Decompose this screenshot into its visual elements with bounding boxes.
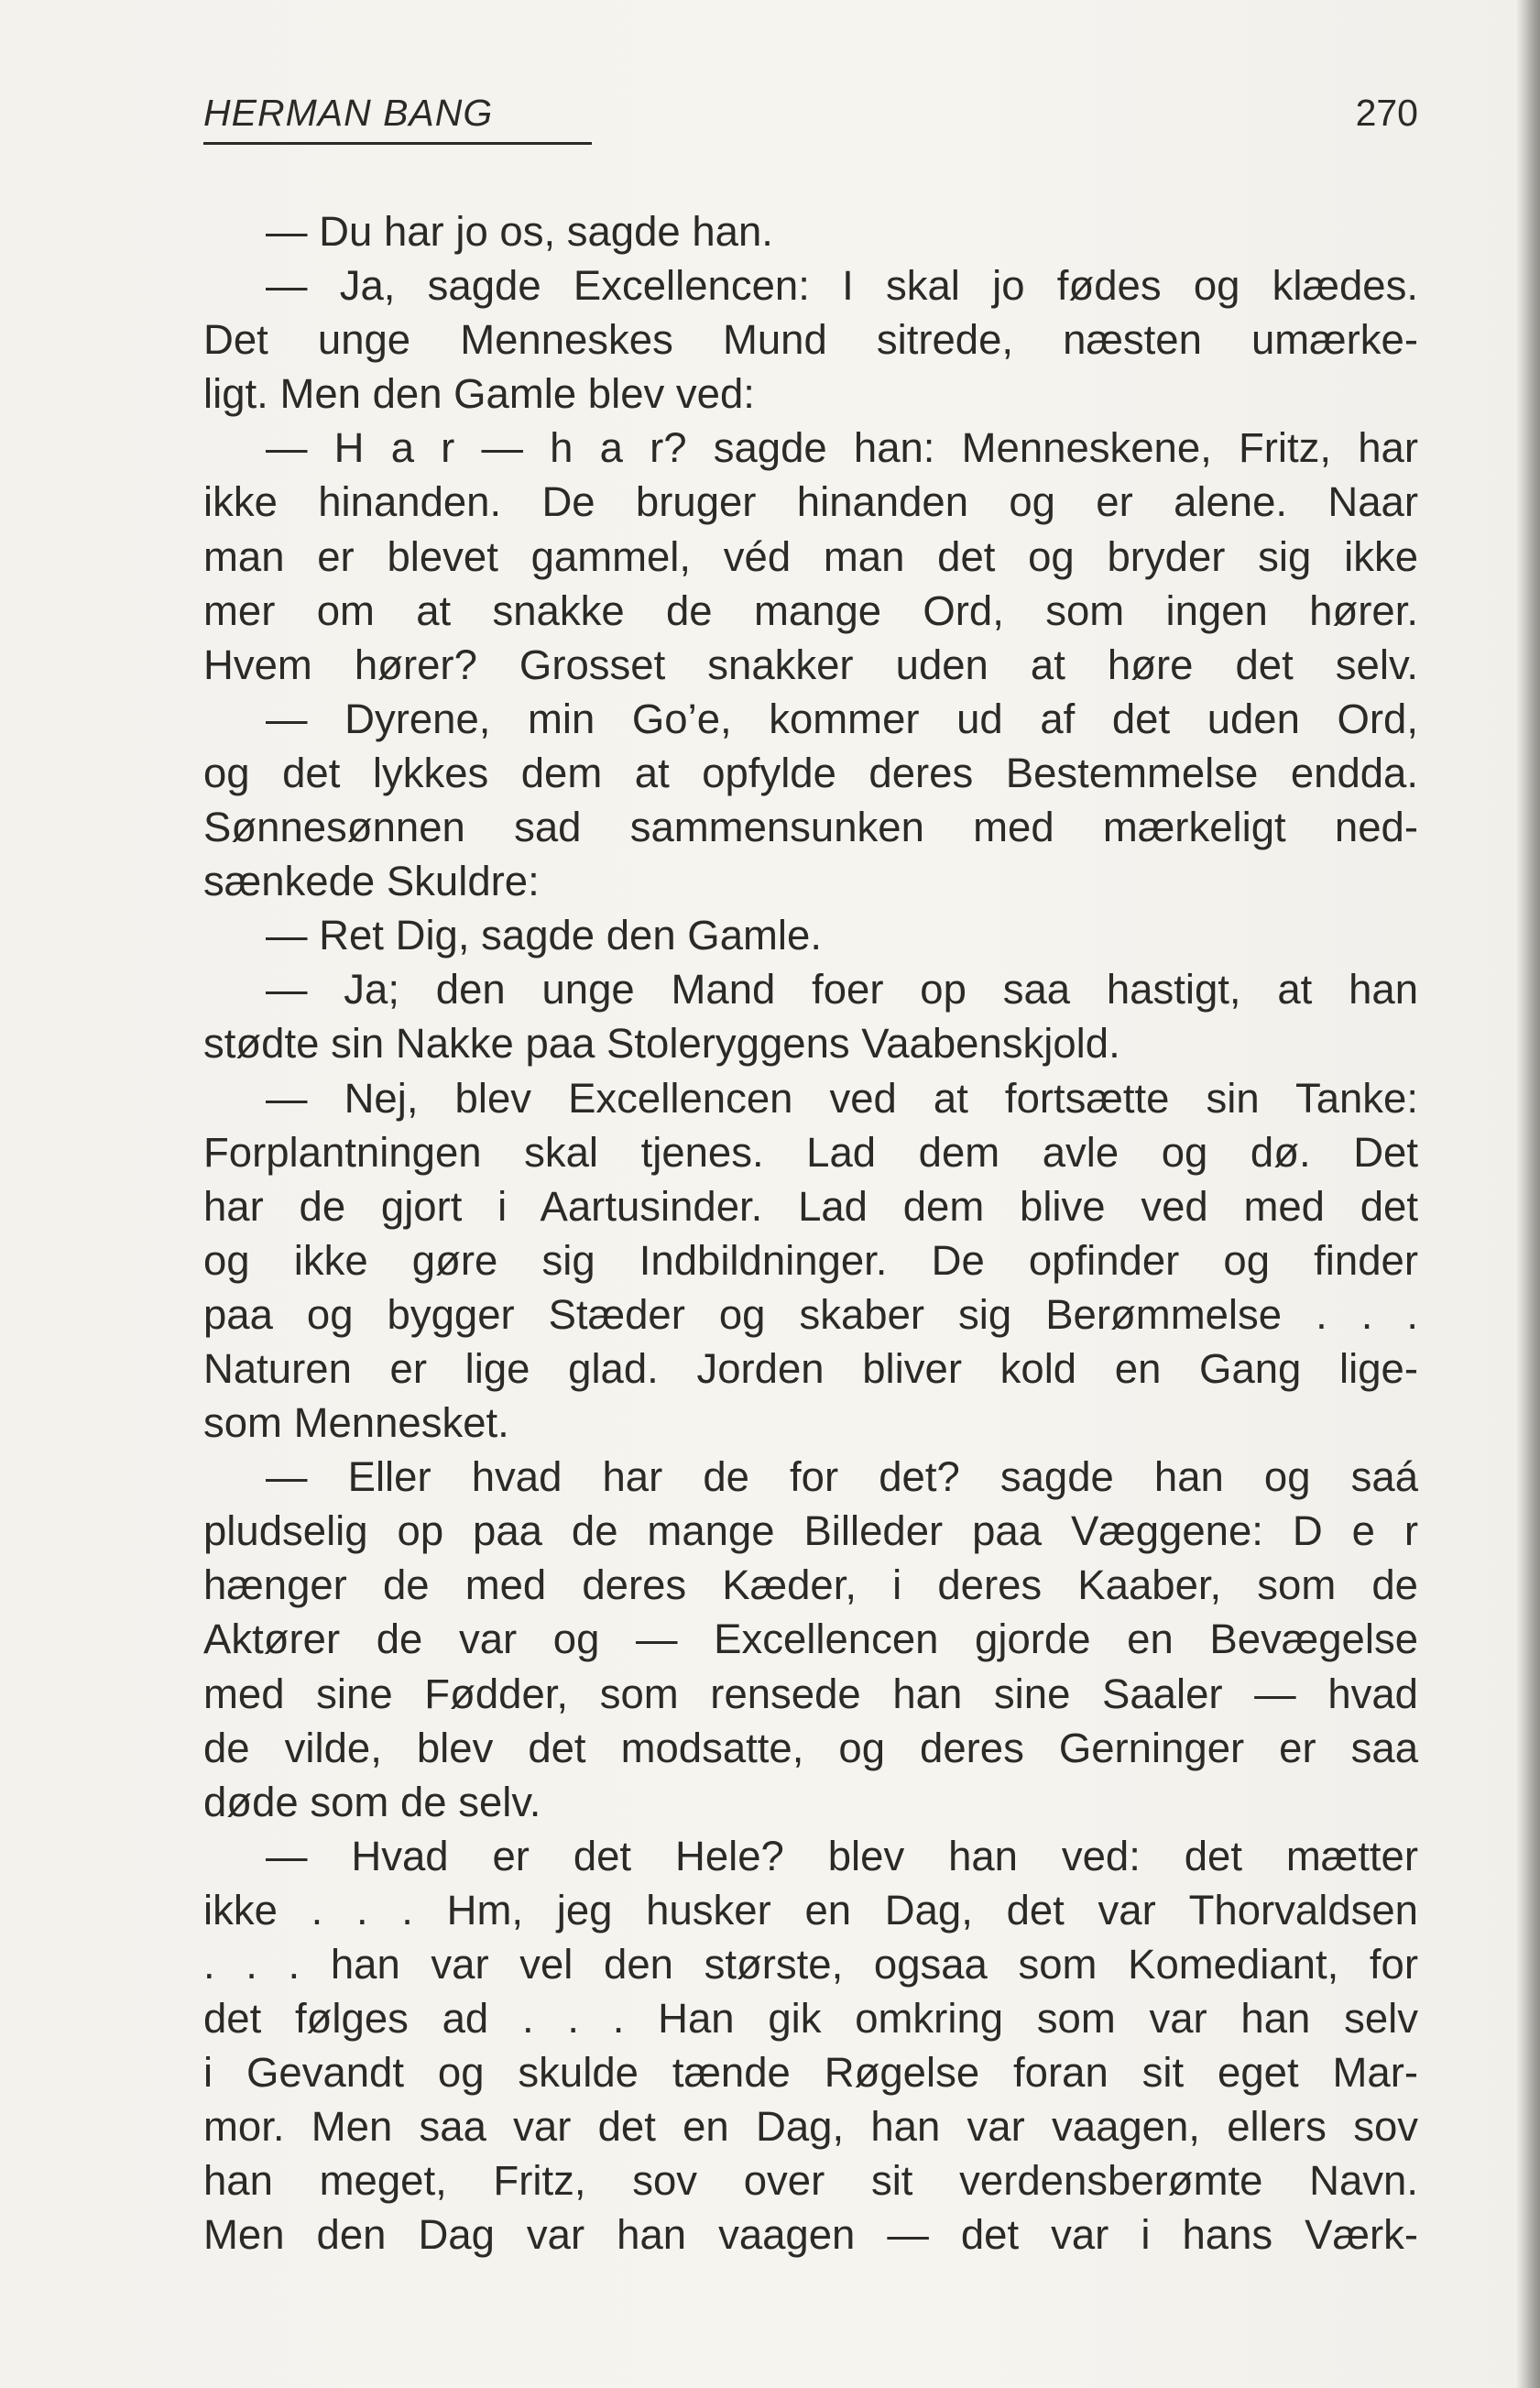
text-line: han meget, Fritz, sov over sit verdensberømte Navn. xyxy=(203,2157,1418,2205)
text-line: Forplantningen skal tjenes. Lad dem avle og dø. Det xyxy=(203,1128,1418,1176)
text-line: i Gevandt og skulde tænde Røgelse foran sit eget Mar- xyxy=(203,2049,1418,2097)
text-line: ligt. Men den Gamle blev ved: xyxy=(203,370,755,418)
text-line: — Ja, sagde Excellencen: I skal jo fødes og klædes. xyxy=(266,262,1418,310)
text-line: — Ret Dig, sagde den Gamle. xyxy=(266,912,822,959)
page-number: 270 xyxy=(1355,92,1418,134)
text-line: og ikke gøre sig Indbildninger. De opfinder og finder xyxy=(203,1236,1418,1284)
text-line: Sønnesønnen sad sammensunken med mærkeligt ned- xyxy=(203,804,1418,851)
running-header xyxy=(203,92,1418,150)
text-line: man er blevet gammel, véd man det og bryder sig ikke xyxy=(203,532,1418,580)
text-line: — Hvad er det Hele? blev han ved: det mætter xyxy=(266,1832,1418,1879)
text-line: Naturen er lige glad. Jorden bliver kold en Gang lige- xyxy=(203,1344,1418,1392)
text-line: mer om at snakke de mange Ord, som ingen hører. xyxy=(203,586,1418,634)
text-line: Aktører de var og — Excellencen gjorde en Bevægelse xyxy=(203,1616,1418,1663)
text-line: — H a r — h a r? sagde han: Menneskene, Fritz, har xyxy=(266,424,1418,472)
header-rule xyxy=(203,142,592,145)
running-title: HERMAN BANG xyxy=(203,92,494,134)
text-line: ikke hinanden. De bruger hinanden og er alene. Naar xyxy=(203,478,1418,526)
text-line: som Mennesket. xyxy=(203,1399,509,1447)
text-line: døde som de selv. xyxy=(203,1778,541,1825)
text-line: hænger de med deres Kæder, i deres Kaaber, som de xyxy=(203,1561,1418,1609)
page-edge-shadow xyxy=(1516,0,1540,2388)
text-line: mor. Men saa var det en Dag, han var vaagen, ellers sov xyxy=(203,2103,1418,2151)
text-line: — Nej, blev Excellencen ved at fortsætte sin Tanke: xyxy=(266,1074,1418,1122)
text-line: . . . han var vel den største, ogsaa som Komediant, for xyxy=(203,1941,1418,1988)
text-line: de vilde, blev det modsatte, og deres Gerninger er saa xyxy=(203,1724,1418,1771)
text-line: Hvem hører? Grosset snakker uden at høre det selv. xyxy=(203,641,1418,688)
text-line: med sine Fødder, som rensede han sine Saaler — hvad xyxy=(203,1670,1418,1717)
text-line: ikke . . . Hm, jeg husker en Dag, det var Thorvaldsen xyxy=(203,1886,1418,1933)
text-line: pludselig op paa de mange Billeder paa Væggene: D e r xyxy=(203,1507,1418,1555)
text-line: paa og bygger Stæder og skaber sig Berømmelse . . . xyxy=(203,1290,1418,1338)
text-line: stødte sin Nakke paa Stoleryggens Vaabenskjold. xyxy=(203,1020,1120,1068)
text-line: har de gjort i Aartusinder. Lad dem blive ved med det xyxy=(203,1182,1418,1230)
text-line: Men den Dag var han vaagen — det var i hans Værk- xyxy=(203,2211,1418,2259)
text-line: — Dyrene, min Go’e, kommer ud af det uden Ord, xyxy=(266,695,1418,742)
text-line: — Du har jo os, sagde han. xyxy=(266,208,773,255)
text-line: det følges ad . . . Han gik omkring som var han selv xyxy=(203,1995,1418,2043)
body-text xyxy=(203,204,1418,2262)
text-line: — Eller hvad har de for det? sagde han og saá xyxy=(266,1453,1418,1501)
text-line: Det unge Menneskes Mund sitrede, næsten umærke- xyxy=(203,316,1418,364)
text-line: og det lykkes dem at opfylde deres Bestemmelse endda. xyxy=(203,749,1418,796)
text-line: — Ja; den unge Mand foer op saa hastigt, at han xyxy=(266,966,1418,1013)
text-line: sænkede Skuldre: xyxy=(203,858,540,905)
